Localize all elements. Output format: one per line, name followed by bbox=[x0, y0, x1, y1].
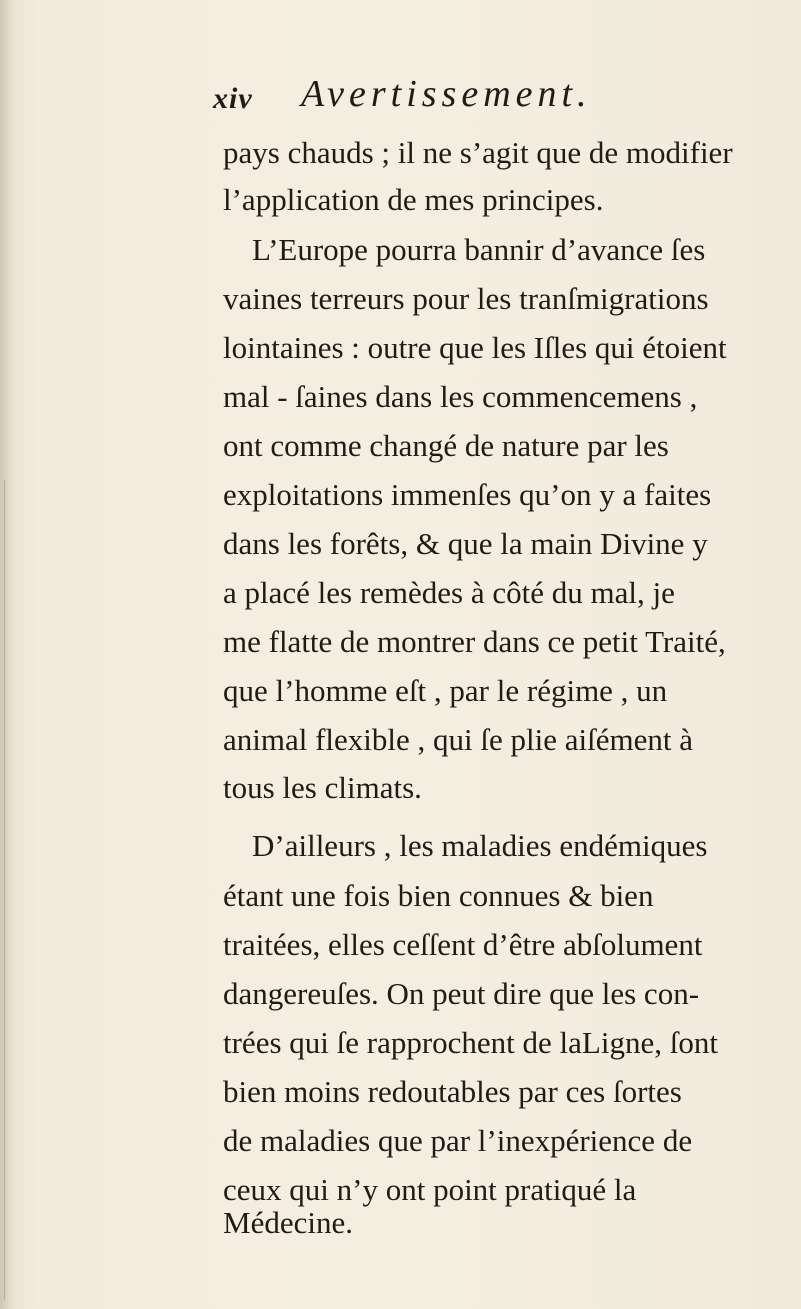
text-line: de maladies que par l’inexpérience de bbox=[223, 1123, 693, 1158]
text-line: a placé les remèdes à côté du mal, je bbox=[223, 575, 675, 610]
text-line: bien moins redoutables par ces ſortes bbox=[223, 1074, 682, 1109]
text-line: trées qui ſe rapprochent de laLigne, ſont bbox=[223, 1025, 718, 1060]
running-title: Avertissement. bbox=[301, 73, 592, 115]
text-line: ont comme changé de nature par les bbox=[223, 428, 669, 463]
text-line: animal flexible , qui ſe plie aiſément à bbox=[223, 722, 693, 757]
page-gutter bbox=[0, 0, 16, 1309]
text-line: étant une fois bien connues & bien bbox=[223, 878, 654, 913]
text-line: lointaines : outre que les Iſles qui étoient bbox=[223, 330, 727, 365]
text-line: vaines terreurs pour les tranſmigrations bbox=[223, 281, 709, 316]
text-line: ceux qui n’y ont point pratiqué la bbox=[223, 1172, 637, 1207]
text-line: mal - ſaines dans les commencemens , bbox=[223, 379, 698, 414]
text-line: L’Europe pourra bannir d’avance ſes bbox=[252, 232, 706, 267]
text-line: dans les forêts, & que la main Divine y bbox=[223, 526, 708, 561]
text-line: Médecine. bbox=[223, 1205, 353, 1240]
text-line: tous les climats. bbox=[223, 770, 422, 805]
text-line: traitées, elles ceſſent d’être abſolument bbox=[223, 927, 703, 962]
gutter-edge-line bbox=[4, 480, 5, 1300]
text-line: pays chauds ; il ne s’agit que de modifier bbox=[223, 135, 733, 170]
page-folio: xiv bbox=[213, 82, 253, 115]
text-line: dangereuſes. On peut dire que les con- bbox=[223, 976, 700, 1011]
text-line: que l’homme eſt , par le régime , un bbox=[223, 673, 668, 708]
text-line: me flatte de montrer dans ce petit Traité, bbox=[223, 624, 726, 659]
text-line: exploitations immenſes qu’on y a faites bbox=[223, 477, 712, 512]
text-line: l’application de mes principes. bbox=[223, 182, 604, 217]
text-line: D’ailleurs , les maladies endémiques bbox=[252, 828, 708, 863]
